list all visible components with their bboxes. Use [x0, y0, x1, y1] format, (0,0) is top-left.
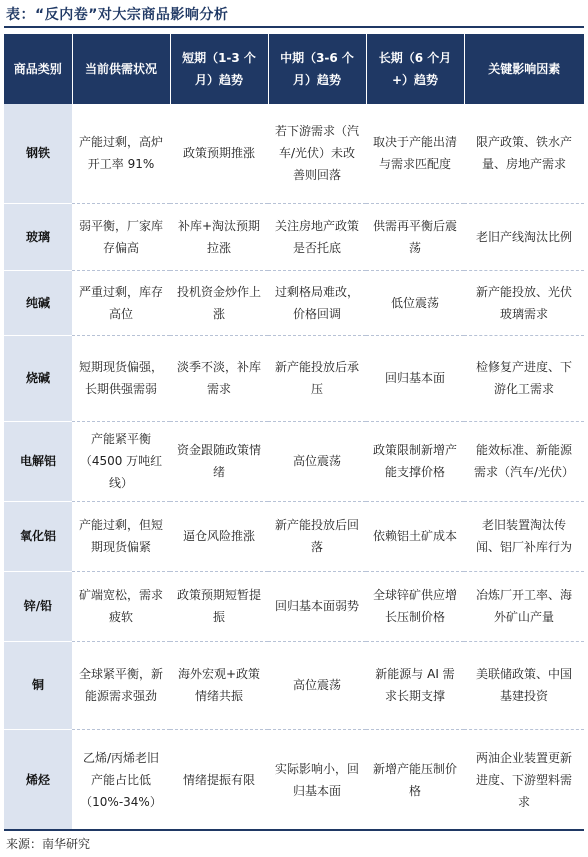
title-bar — [4, 0, 584, 28]
long-term-cell: 新增产能压制价格 — [373, 762, 458, 799]
mid-term-cell: 新产能投放后承压 — [268, 335, 366, 421]
table-row — [4, 203, 584, 270]
table-row — [4, 421, 584, 501]
category-cell: 电解铝 — [4, 421, 72, 501]
mid-term-cell: 高位震荡 — [268, 641, 366, 729]
short-term-cell: 政策预期推涨 — [170, 104, 268, 203]
long-term-cell: 全球锌矿供应增长压制价格 — [366, 571, 464, 641]
short-term-cell: 投机资金炒作上涨 — [170, 270, 268, 335]
long-term-cell: 取决于产能出清与需求匹配度 — [366, 104, 464, 203]
table-row — [4, 270, 584, 335]
mid-term-cell: 过剩格局难改，价格回调 — [268, 270, 366, 335]
header-short-term: 短期（1-3 个月）趋势 — [170, 34, 268, 104]
supply-demand-cell: 产能紧平衡（4500 万吨红线） — [72, 421, 170, 501]
supply-demand-cell: 产能过剩，但短期现货偏紧 — [72, 501, 170, 571]
long-term-cell: 政策限制新增产能支撑价格 — [366, 421, 464, 501]
mid-term-cell: 高位震荡 — [268, 421, 366, 501]
mid-term-cell: 新产能投放后回落 — [268, 501, 366, 571]
table-row — [4, 729, 584, 831]
long-term-cell: 回归基本面 — [366, 335, 464, 421]
mid-term-cell: 回归基本面弱势 — [268, 571, 366, 641]
short-term-cell: 政策预期短暂提振 — [170, 571, 268, 641]
short-term-cell: 淡季不淡，补库需求 — [170, 335, 268, 421]
short-term-cell: 海外宏观+政策情绪共振 — [170, 641, 268, 729]
key-factors-cell: 美联储政策、中国基建投资 — [464, 641, 584, 729]
table-title: 表：“反内卷”对大宗商品影响分析 — [6, 7, 229, 23]
commodity-impact-table — [4, 34, 584, 831]
key-factors-cell: 两油企业装置更新进度、下游塑料需求 — [475, 751, 572, 810]
table-row — [4, 501, 584, 571]
key-factors-cell: 检修复产进度、下游化工需求 — [464, 335, 584, 421]
bottom-rule — [4, 829, 584, 831]
header-long-term: 长期（6 个月+）趋势 — [366, 34, 464, 104]
table-row — [4, 104, 584, 203]
short-term-cell: 资金跟随政策情绪 — [170, 421, 268, 501]
long-term-cell: 新能源与 AI 需求长期支撑 — [366, 641, 464, 729]
supply-demand-cell: 全球紧平衡，新能源需求强劲 — [72, 641, 170, 729]
header-supply-demand: 当前供需状况 — [72, 34, 170, 104]
key-factors-cell: 能效标准、新能源需求（汽车/光伏） — [464, 421, 584, 501]
table-row — [4, 335, 584, 421]
header-row — [4, 34, 584, 104]
supply-demand-cell: 矿端宽松，需求疲软 — [72, 571, 170, 641]
short-term-cell: 逼仓风险推涨 — [170, 501, 268, 571]
header-category: 商品类别 — [4, 34, 72, 104]
category-cell: 纯碱 — [4, 270, 72, 335]
category-cell: 铜 — [4, 641, 72, 729]
long-term-cell: 低位震荡 — [366, 270, 464, 335]
supply-demand-cell: 弱平衡，厂家库存偏高 — [72, 203, 170, 270]
source-note: 来源：南华研究 — [6, 837, 91, 851]
supply-demand-cell: 严重过剩，库存高位 — [72, 270, 170, 335]
category-cell: 烯烃 — [4, 729, 72, 831]
long-term-cell: 供需再平衡后震荡 — [366, 203, 464, 270]
key-factors-cell: 冶炼厂开工率、海外矿山产量 — [464, 571, 584, 641]
key-factors-cell: 老旧产线淘汰比例 — [464, 203, 584, 270]
long-term-cell: 依赖铝土矿成本 — [366, 501, 464, 571]
key-factors-cell: 老旧装置淘汰传闻、铝厂补库行为 — [464, 501, 584, 571]
supply-demand-cell: 产能过剩，高炉开工率 91% — [72, 104, 170, 203]
category-cell: 氧化铝 — [4, 501, 72, 571]
short-term-cell: 情绪提振有限 — [182, 773, 255, 788]
short-term-cell: 补库+淘汰预期拉涨 — [170, 203, 268, 270]
header-key-factors: 关键影响因素 — [464, 34, 584, 104]
mid-term-cell: 关注房地产政策是否托底 — [268, 203, 366, 270]
header-mid-term: 中期（3-6 个月）趋势 — [268, 34, 366, 104]
supply-demand-cell: 乙烯/丙烯老旧产能占比低（10%-34%） — [80, 751, 162, 810]
category-cell: 玻璃 — [4, 203, 72, 270]
title-rule — [4, 26, 584, 28]
supply-demand-cell: 短期现货偏强，长期供强需弱 — [72, 335, 170, 421]
table-row — [4, 641, 584, 729]
table-row — [4, 571, 584, 641]
category-cell: 锌/铅 — [4, 571, 72, 641]
category-cell: 烧碱 — [4, 335, 72, 421]
key-factors-cell: 新产能投放、光伏玻璃需求 — [464, 270, 584, 335]
category-cell: 钢铁 — [4, 104, 72, 203]
key-factors-cell: 限产政策、铁水产量、房地产需求 — [464, 104, 584, 203]
mid-term-cell: 若下游需求（汽车/光伏）未改善则回落 — [268, 104, 366, 203]
mid-term-cell: 实际影响小，回归基本面 — [275, 762, 360, 799]
